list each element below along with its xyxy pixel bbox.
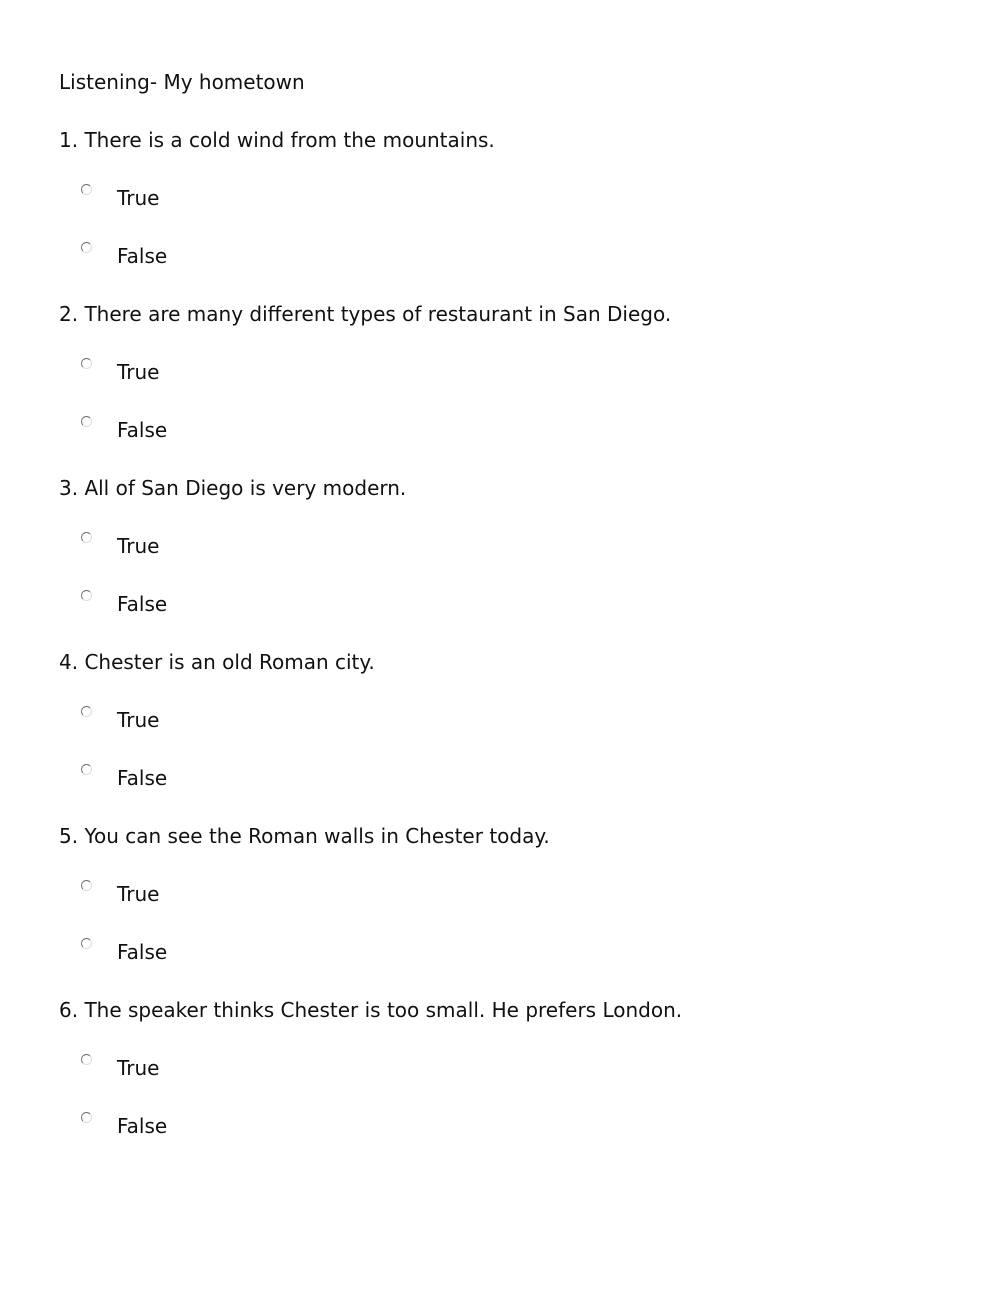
radio-button[interactable] bbox=[81, 880, 92, 891]
radio-button[interactable] bbox=[81, 706, 92, 717]
option-label: False bbox=[117, 940, 168, 964]
radio-button[interactable] bbox=[81, 532, 92, 543]
option-label: True bbox=[117, 708, 160, 732]
option-label: False bbox=[117, 244, 168, 268]
radio-button[interactable] bbox=[81, 242, 92, 253]
radio-button[interactable] bbox=[81, 1112, 92, 1123]
worksheet-title: Listening- My hometown bbox=[59, 70, 305, 94]
option-label: False bbox=[117, 592, 168, 616]
question-text: 4. Chester is an old Roman city. bbox=[59, 650, 375, 674]
question-text: 2. There are many different types of restaurant in San Diego. bbox=[59, 302, 672, 326]
question-text: 1. There is a cold wind from the mountains. bbox=[59, 128, 495, 152]
option-label: False bbox=[117, 766, 168, 790]
radio-button[interactable] bbox=[81, 416, 92, 427]
option-label: False bbox=[117, 1114, 168, 1138]
question-5 bbox=[59, 823, 959, 993]
option-label: True bbox=[117, 882, 160, 906]
radio-button[interactable] bbox=[81, 358, 92, 369]
question-2 bbox=[59, 301, 959, 471]
option-label: True bbox=[117, 360, 160, 384]
question-1 bbox=[59, 127, 959, 297]
question-3 bbox=[59, 475, 959, 645]
radio-button[interactable] bbox=[81, 590, 92, 601]
option-label: False bbox=[117, 418, 168, 442]
radio-button[interactable] bbox=[81, 938, 92, 949]
question-text: 3. All of San Diego is very modern. bbox=[59, 476, 407, 500]
option-label: True bbox=[117, 186, 160, 210]
radio-button[interactable] bbox=[81, 184, 92, 195]
question-text: 5. You can see the Roman walls in Chester today. bbox=[59, 824, 550, 848]
radio-button[interactable] bbox=[81, 1054, 92, 1065]
radio-button[interactable] bbox=[81, 764, 92, 775]
question-4 bbox=[59, 649, 959, 819]
question-text: 6. The speaker thinks Chester is too small. He prefers London. bbox=[59, 998, 683, 1022]
question-6 bbox=[59, 997, 959, 1167]
option-label: True bbox=[117, 534, 160, 558]
option-label: True bbox=[117, 1056, 160, 1080]
